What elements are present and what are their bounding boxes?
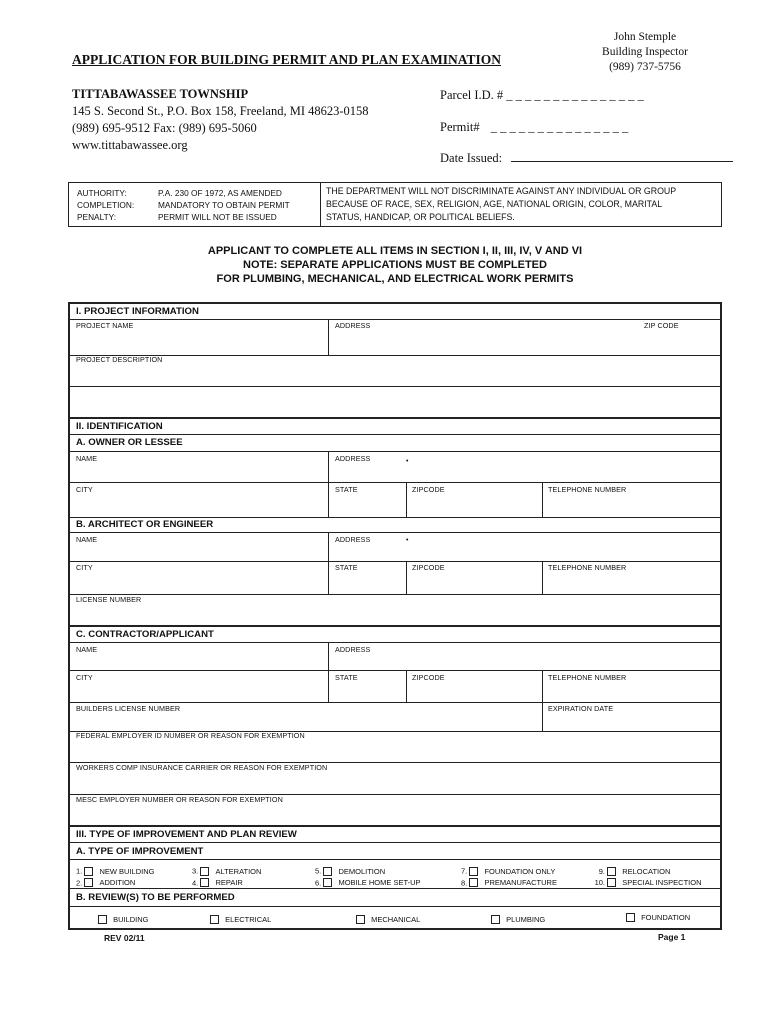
expiration-date-label: EXPIRATION DATE <box>548 704 614 713</box>
project-zip-label: ZIP CODE <box>644 321 679 330</box>
improvement-addition[interactable]: 2. ADDITION <box>76 878 136 888</box>
parcel-label: Parcel I.D. # <box>440 88 504 102</box>
review-plumbing[interactable]: PLUMBING <box>491 914 545 924</box>
parcel-dashes: _ _ _ _ _ _ _ _ _ _ _ _ _ _ _ <box>506 88 644 102</box>
checkbox[interactable] <box>210 915 219 924</box>
checkbox[interactable] <box>607 878 616 887</box>
improvement-mobile-home[interactable]: 6. MOBILE HOME SET-UP <box>315 878 421 888</box>
contractor-name-label: NAME <box>76 645 98 654</box>
parcel-field[interactable] <box>440 88 644 103</box>
review-foundation[interactable]: FOUNDATION <box>626 912 690 922</box>
architect-zip-label: ZIPCODE <box>412 563 445 572</box>
checkbox[interactable] <box>626 913 635 922</box>
section-2-heading: II. IDENTIFICATION <box>76 421 163 432</box>
architect-name-label: NAME <box>76 535 98 544</box>
checkbox[interactable] <box>98 915 107 924</box>
architect-phone-label: TELEPHONE NUMBER <box>548 563 627 572</box>
instructions <box>68 244 722 286</box>
instruction-line-1: APPLICANT TO COMPLETE ALL ITEMS IN SECTION I, II, III, IV, V AND VI <box>207 245 583 257</box>
workers-comp-label: WORKERS COMP INSURANCE CARRIER OR REASON FOR EXEMPTION <box>76 763 328 772</box>
improvement-relocation[interactable]: 9. RELOCATION <box>598 866 671 876</box>
review-heading: B. REVIEW(S) TO BE PERFORMED <box>76 892 235 903</box>
contractor-heading: C. CONTRACTOR/APPLICANT <box>76 629 214 640</box>
inspector-title: Building Inspector <box>602 46 688 58</box>
permit-label: Permit# <box>440 120 480 134</box>
architect-marker: • <box>406 537 409 544</box>
inspector-block <box>590 30 700 75</box>
township-website: www.tittabawassee.org <box>72 138 188 152</box>
completion-value: MANDATORY TO OBTAIN PERMIT <box>158 200 290 210</box>
contractor-address-label: ADDRESS <box>335 645 371 654</box>
checkbox[interactable] <box>84 878 93 887</box>
project-address-label: ADDRESS <box>335 321 371 330</box>
date-issued-field[interactable] <box>440 151 733 166</box>
penalty-label: PENALTY: <box>77 212 117 222</box>
nondiscrimination-line-1: THE DEPARTMENT WILL NOT DISCRIMINATE AGAINST ANY INDIVIDUAL OR GROUP <box>326 186 677 196</box>
improvement-col-3 <box>315 865 421 888</box>
architect-heading: B. ARCHITECT OR ENGINEER <box>76 519 214 530</box>
improvement-new-building[interactable]: 1. NEW BUILDING <box>76 866 155 876</box>
owner-zip-label: ZIPCODE <box>412 485 445 494</box>
authority-label: AUTHORITY: <box>77 188 127 198</box>
checkbox[interactable] <box>200 867 209 876</box>
inspector-phone: (989) 737-5756 <box>609 61 681 73</box>
architect-license-label: LICENSE NUMBER <box>76 595 142 604</box>
page-number: Page 1 <box>658 932 686 942</box>
permit-field[interactable] <box>440 120 628 135</box>
authority-box <box>68 182 321 227</box>
builders-license-label: BUILDERS LICENSE NUMBER <box>76 704 181 713</box>
township-phone: (989) 695-9512 Fax: (989) 695-5060 <box>72 121 257 135</box>
checkbox[interactable] <box>356 915 365 924</box>
revision-label: REV 02/11 <box>104 933 145 943</box>
project-description-input[interactable] <box>69 363 721 415</box>
mesc-label: MESC EMPLOYER NUMBER OR REASON FOR EXEMPTION <box>76 795 283 804</box>
project-description-label: PROJECT DESCRIPTION <box>76 355 163 364</box>
owner-phone-label: TELEPHONE NUMBER <box>548 485 627 494</box>
improvement-repair[interactable]: 4. REPAIR <box>192 878 243 888</box>
contractor-zip-label: ZIPCODE <box>412 673 445 682</box>
owner-address-label: ADDRESS <box>335 454 371 463</box>
township-name: TITTABAWASSEE TOWNSHIP <box>72 87 249 101</box>
penalty-value: PERMIT WILL NOT BE ISSUED <box>158 212 277 222</box>
architect-city-label: CITY <box>76 563 93 572</box>
inspector-name: John Stemple <box>613 31 677 43</box>
checkbox[interactable] <box>323 878 332 887</box>
project-name-input[interactable] <box>69 329 327 354</box>
improvement-col-5 <box>593 865 702 888</box>
owner-name-label: NAME <box>76 454 98 463</box>
review-mechanical[interactable]: MECHANICAL <box>356 914 420 924</box>
completion-label: COMPLETION: <box>77 200 135 210</box>
form-title: APPLICATION FOR BUILDING PERMIT AND PLAN EXAMINATION <box>72 52 502 67</box>
improvement-col-2 <box>192 865 261 888</box>
checkbox[interactable] <box>200 878 209 887</box>
nondiscrimination-line-2: BECAUSE OF RACE, SEX, RELIGION, AGE, NATIONAL ORIGIN, COLOR, MARITAL <box>326 199 663 209</box>
improvement-heading: A. TYPE OF IMPROVEMENT <box>76 846 204 857</box>
improvement-alteration[interactable]: 3. ALTERATION <box>192 866 262 876</box>
permit-dashes: _ _ _ _ _ _ _ _ _ _ _ _ _ _ _ <box>490 120 629 134</box>
checkbox[interactable] <box>491 915 500 924</box>
section-1-heading: I. PROJECT INFORMATION <box>76 306 199 317</box>
date-issued-line <box>511 161 733 162</box>
checkbox[interactable] <box>469 867 478 876</box>
contractor-state-label: STATE <box>335 673 358 682</box>
architect-state-label: STATE <box>335 563 358 572</box>
improvement-premanufacture[interactable]: 8. PREMANUFACTURE <box>461 878 557 888</box>
contractor-phone-label: TELEPHONE NUMBER <box>548 673 627 682</box>
owner-city-label: CITY <box>76 485 93 494</box>
township-address: 145 S. Second St., P.O. Box 158, Freeland, MI 48623-0158 <box>72 104 369 118</box>
improvement-demolition[interactable]: 5. DEMOLITION <box>315 866 386 876</box>
instruction-line-2: NOTE: SEPARATE APPLICATIONS MUST BE COMPLETED <box>243 259 547 271</box>
nondiscrimination-box <box>320 182 722 227</box>
improvement-col-4 <box>461 865 557 888</box>
owner-marker: • <box>406 458 409 465</box>
project-name-label: PROJECT NAME <box>76 321 134 330</box>
owner-heading: A. OWNER OR LESSEE <box>76 437 183 448</box>
review-building[interactable]: BUILDING <box>98 914 149 924</box>
township-block <box>72 86 369 154</box>
instruction-line-3: FOR PLUMBING, MECHANICAL, AND ELECTRICAL WORK PERMITS <box>216 273 574 285</box>
contractor-city-label: CITY <box>76 673 93 682</box>
checkbox[interactable] <box>323 867 332 876</box>
improvement-special-inspection[interactable]: 10. SPECIAL INSPECTION <box>594 878 702 888</box>
checkbox[interactable] <box>607 867 616 876</box>
checkbox[interactable] <box>84 867 93 876</box>
review-electrical[interactable]: ELECTRICAL <box>210 914 271 924</box>
section-3-heading: III. TYPE OF IMPROVEMENT AND PLAN REVIEW <box>76 829 297 840</box>
nondiscrimination-line-3: STATUS, HANDICAP, OR POLITICAL BELIEFS. <box>326 212 515 222</box>
checkbox[interactable] <box>469 878 478 887</box>
date-issued-label: Date Issued: <box>440 151 503 165</box>
owner-state-label: STATE <box>335 485 358 494</box>
architect-address-label: ADDRESS <box>335 535 371 544</box>
federal-employer-label: FEDERAL EMPLOYER ID NUMBER OR REASON FOR EXEMPTION <box>76 731 305 740</box>
project-address-input[interactable] <box>329 329 721 354</box>
improvement-col-1 <box>76 865 154 888</box>
authority-value: P.A. 230 OF 1972, AS AMENDED <box>158 188 282 198</box>
improvement-foundation-only[interactable]: 7. FOUNDATION ONLY <box>461 866 556 876</box>
